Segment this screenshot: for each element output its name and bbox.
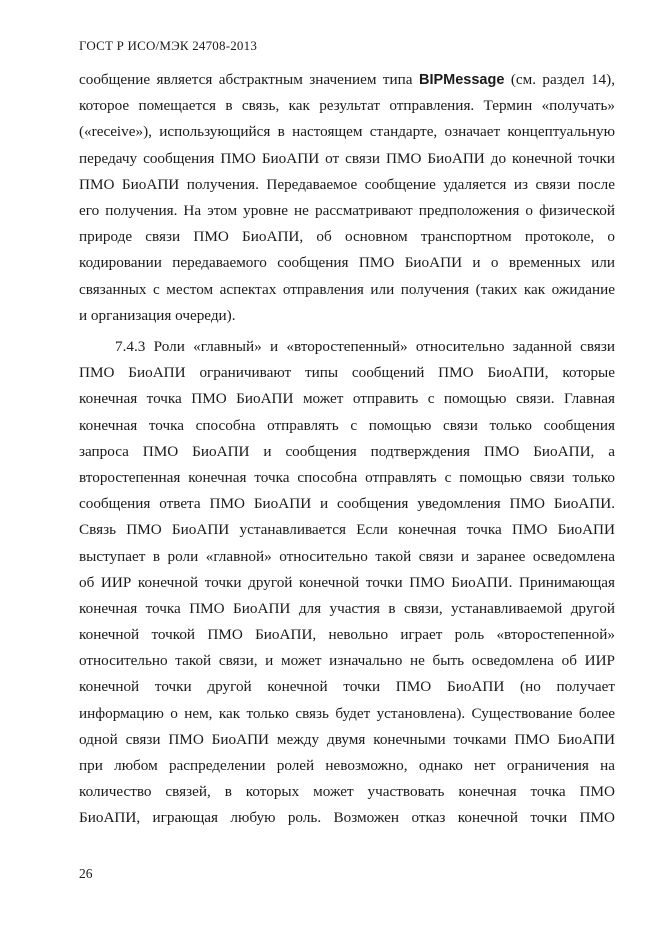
text-line: ПМО БиоАПИ получения. Передаваемое сообщение удаляется из связи после xyxy=(79,175,615,193)
text-line: конечной точкой ПМО БиоАПИ, невольно играет роль «второстепенной» xyxy=(79,626,615,644)
text-line: запроса ПМО БиоАПИ и сообщения подтверждения ПМО БиоАПИ, а xyxy=(79,442,615,460)
text-line: его получения. На этом уровне не рассматривают предположения о физической xyxy=(79,201,615,219)
text-line: связанных с местом аспектах отправления или получения (таких как ожидание xyxy=(79,280,615,298)
text-line: передачу сообщения ПМО БиоАПИ от связи ПМО БиоАПИ до конечной точки xyxy=(79,149,615,167)
text-line: и организация очереди). xyxy=(79,306,236,324)
text-line: Связь ПМО БиоАПИ устанавливается Если конечная точка ПМО БиоАПИ xyxy=(79,521,615,539)
page-number: 26 xyxy=(79,866,93,881)
text-line: («receive»), использующийся в настоящем стандарте, означает концептуальную xyxy=(79,123,615,141)
page-header: ГОСТ Р ИСО/МЭК 24708-2013 xyxy=(79,38,258,53)
text-line: сообщения ответа ПМО БиоАПИ и сообщения уведомления ПМО БиоАПИ. xyxy=(79,495,615,513)
text-line: ПМО БиоАПИ ограничивают типы сообщений ПМО БиоАПИ, которые xyxy=(79,364,615,382)
text-fragment: (см. раздел 14), xyxy=(504,71,615,88)
type-name-term: BIPMessage xyxy=(418,72,505,88)
text-line: при любом распределении ролей невозможно, однако нет ограничения на xyxy=(79,757,615,774)
text-line: кодировании передаваемого сообщения ПМО БиоАПИ и о временных или xyxy=(79,254,615,272)
text-line: об ИИР конечной точки другой конечной точки ПМО БиоАПИ. Принимающая xyxy=(79,573,615,591)
text-line: конечная точка ПМО БиоАПИ для участия в связи, устанавливаемой другой xyxy=(79,599,615,617)
paragraph-continuation xyxy=(79,67,615,329)
text-line: выступает в роли «главной» относительно такой связи и заранее осведомлена xyxy=(79,547,615,565)
text-line: которое помещается в связь, как результат отправления. Термин «получать» xyxy=(79,97,615,115)
text-line: конечная точка способна отправлять с помощью связи только сообщения xyxy=(79,416,615,434)
text-line: одной связи ПМО БиоАПИ между двумя конечными точками ПМО БиоАПИ xyxy=(79,730,615,748)
text-line: БиоАПИ, играющая любую роль. Возможен отказ конечной точки ПМО xyxy=(79,809,615,827)
text-line: природе связи ПМО БиоАПИ, об основном транспортном протоколе, о xyxy=(79,228,615,246)
text-line: информацию о нем, как только связь будет установлена). Существование более xyxy=(79,704,615,722)
text-line: количество связей, в которых может участвовать конечная точка ПМО xyxy=(79,783,615,801)
text-line xyxy=(79,67,615,93)
section-heading-line: 7.4.3 Роли «главный» и «второстепенный» относительно заданной связи xyxy=(115,338,615,355)
section-7-4-3-paragraph xyxy=(79,334,615,832)
text-fragment: сообщение является абстрактным значением типа xyxy=(79,71,419,88)
text-line: конечной точки другой конечной точки ПМО БиоАПИ (но получает xyxy=(79,678,615,696)
text-line: второстепенная конечная точка способна отправлять с помощью связи только xyxy=(79,468,615,486)
text-line: относительно такой связи, и может изначально не быть осведомлена об ИИР xyxy=(79,652,615,670)
text-line: конечная точка ПМО БиоАПИ может отправить с помощью связи. Главная xyxy=(79,390,615,408)
